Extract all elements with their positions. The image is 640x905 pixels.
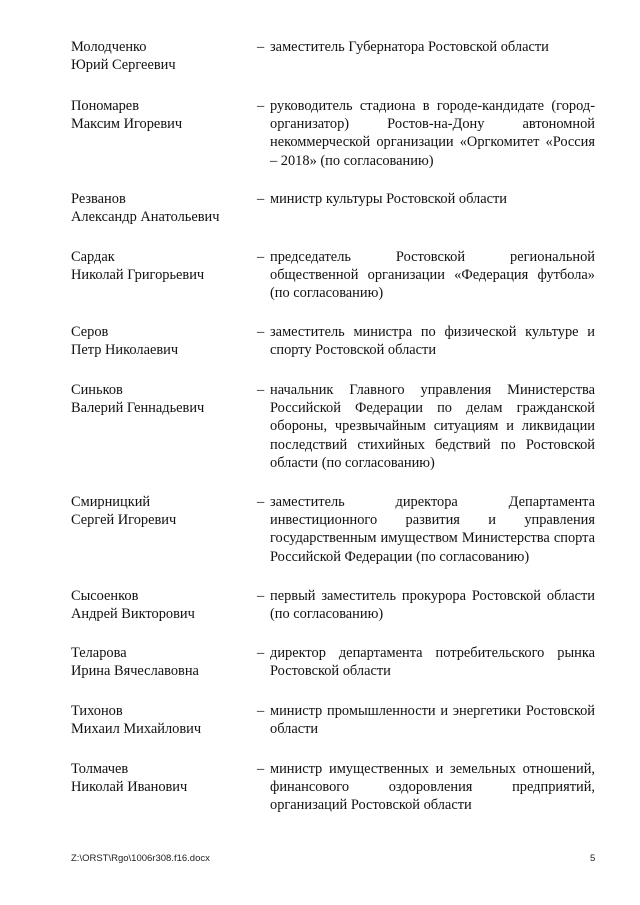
member-position: заместитель министра по физической культуре и спорту Ростовской области: [270, 324, 595, 359]
member-given-names: Ирина Вячеславовна: [71, 663, 199, 680]
member-position: директор департамента потребительского рынка Ростовской области: [270, 645, 595, 680]
member-name: [71, 760, 251, 796]
member-name: [71, 248, 251, 284]
member-position: первый заместитель прокурора Ростовской области (по согласованию): [270, 588, 595, 623]
member-surname: Молодченко: [71, 39, 147, 55]
page-number: 5: [590, 853, 596, 864]
member-given-names: Юрий Сергеевич: [71, 57, 176, 74]
member-given-names: Петр Николаевич: [71, 342, 179, 359]
member-surname: Тихонов: [71, 703, 123, 719]
member-position: министр культуры Ростовской области: [270, 191, 507, 207]
member-name: [71, 644, 251, 680]
member-position: председатель Ростовской региональной общественной организации «Федерация футбола» (по согласованию): [270, 249, 595, 302]
member-surname: Пономарев: [71, 98, 139, 114]
footer-file-path: Z:\ORST\Rgo\1006r308.f16.docx: [71, 853, 210, 864]
separator-dash: –: [257, 98, 265, 114]
member-given-names: Михаил Михайлович: [71, 721, 202, 738]
member-given-names: Андрей Викторович: [71, 606, 195, 623]
separator-dash: –: [257, 494, 265, 510]
member-surname: Серов: [71, 324, 109, 340]
member-position: министр промышленности и энергетики Ростовской области: [270, 703, 595, 738]
member-surname: Резванов: [71, 191, 126, 207]
member-name: [71, 587, 251, 623]
separator-dash: –: [257, 249, 265, 265]
separator-dash: –: [257, 703, 265, 719]
member-surname: Синьков: [71, 382, 123, 398]
member-name: [71, 323, 251, 359]
member-given-names: Александр Анатольевич: [71, 209, 220, 226]
member-name: [71, 97, 251, 133]
member-surname: Сысоенков: [71, 588, 139, 604]
member-surname: Смирницкий: [71, 494, 151, 510]
separator-dash: –: [257, 761, 265, 777]
member-name: [71, 702, 251, 738]
separator-dash: –: [257, 382, 265, 398]
member-given-names: Николай Иванович: [71, 779, 188, 796]
member-given-names: Максим Игоревич: [71, 116, 183, 133]
separator-dash: –: [257, 191, 265, 207]
member-position: заместитель директора Департамента инвестиционного развития и управления государственным имуществом Министерства спорта Российской Федерации (по согласованию): [270, 494, 595, 565]
member-surname: Толмачев: [71, 761, 129, 777]
member-name: [71, 381, 251, 417]
member-position: руководитель стадиона в городе-кандидате (город-организатор) Ростов-на-Дону автономной некоммерческой организации «Оргкомитет «Россия – 2018» (по согласованию): [270, 98, 595, 169]
separator-dash: –: [257, 324, 265, 340]
member-position: заместитель Губернатора Ростовской области: [270, 39, 549, 55]
member-given-names: Сергей Игоревич: [71, 512, 177, 529]
separator-dash: –: [257, 39, 265, 55]
member-surname: Сардак: [71, 249, 115, 265]
member-name: [71, 190, 251, 226]
member-surname: Теларова: [71, 645, 127, 661]
separator-dash: –: [257, 645, 265, 661]
member-position: министр имущественных и земельных отношений, финансового оздоровления предприятий, организаций Ростовской области: [270, 761, 595, 814]
separator-dash: –: [257, 588, 265, 604]
member-given-names: Валерий Геннадьевич: [71, 400, 205, 417]
member-position: начальник Главного управления Министерства Российской Федерации по делам гражданской обороны, чрезвычайным ситуациям и ликвидации последствий стихийных бедствий по Ростовской области (по согласованию): [270, 382, 595, 471]
member-name: [71, 493, 251, 529]
member-name: [71, 38, 251, 74]
member-given-names: Николай Григорьевич: [71, 267, 205, 284]
